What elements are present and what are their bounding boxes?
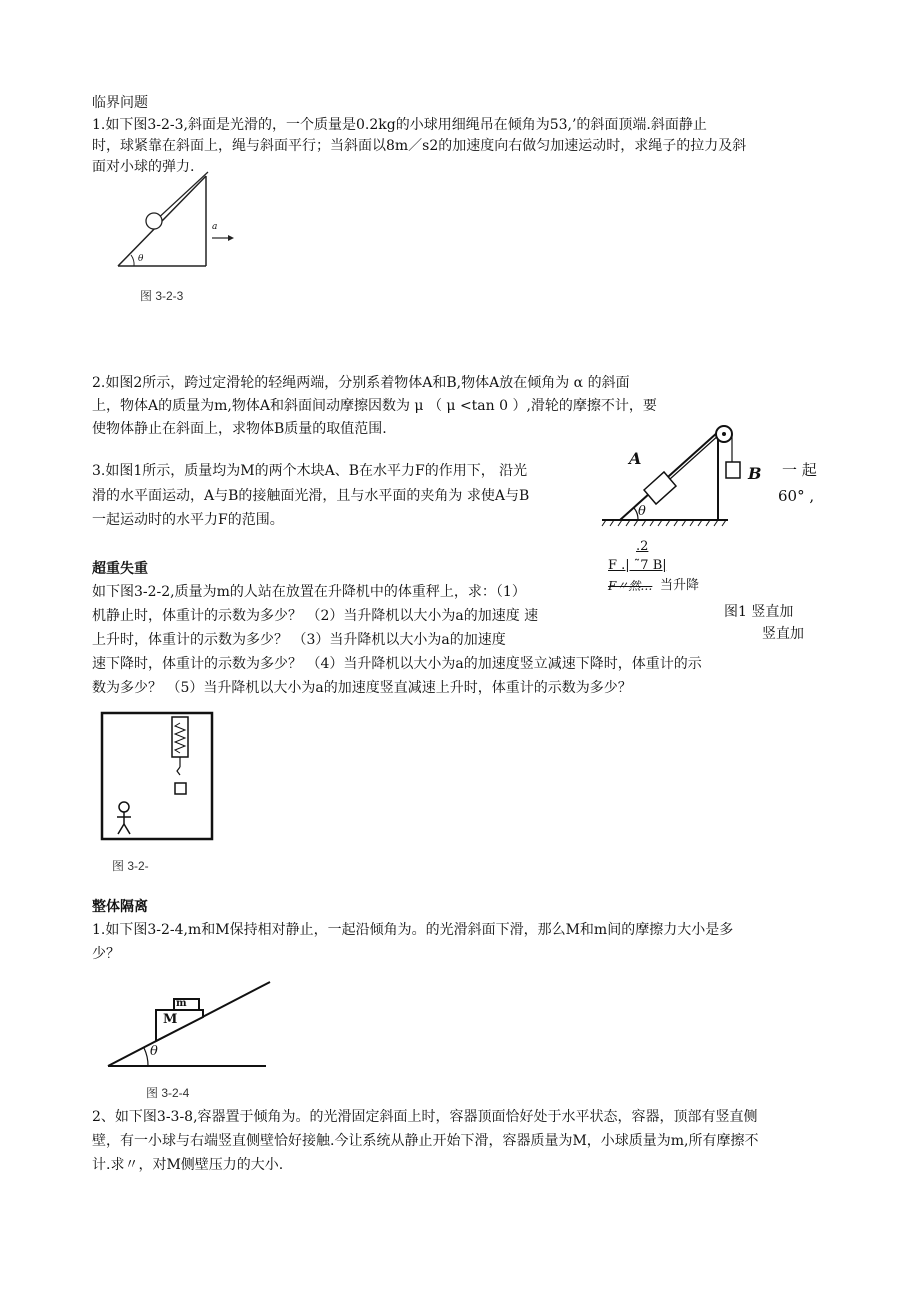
figure-caption-3-2-2: 图 3-2- bbox=[112, 859, 149, 873]
garbled-fragment-1: .2 bbox=[636, 539, 649, 554]
garbled-fragment-2: F .| ˜7 B| bbox=[608, 558, 667, 573]
q1-angle-label: θ bbox=[138, 254, 144, 264]
figure-pulley-incline bbox=[600, 420, 800, 530]
block-b bbox=[726, 462, 740, 478]
s2-line-2: 机静止时，体重计的示数为多少？ （2）当升降机以大小为a的加速度 速 bbox=[92, 608, 539, 624]
s3-q1-line-1: 1.如下图3-2-4,m和M保持相对静止，一起沿倾角为。的光滑斜面下滑，那么M和m间的摩擦力大小是多 bbox=[92, 922, 734, 938]
garbled-fragment-3: F〃然… bbox=[608, 579, 653, 593]
label-b: B bbox=[748, 464, 762, 483]
hanging-weight bbox=[175, 783, 186, 794]
s3-q2-line-1: 2、如下图3-3-8,容器置于倾角为。的光滑固定斜面上时，容器顶面恰好处于水平状态，容器，顶部有竖直侧 bbox=[92, 1109, 758, 1125]
q2-line-3: 使物体静止在斜面上，求物体B质量的取值范围. bbox=[92, 421, 387, 437]
q1-accel-label: a bbox=[212, 222, 218, 232]
s2-line-5: 数为多少？ （5）当升降机以大小为a的加速度竖直减速上升时，体重计的示数为多少？ bbox=[92, 680, 632, 696]
block-a bbox=[644, 472, 676, 504]
s2-line-1: 如下图3-2-2,质量为m的人站在放置在升降机中的体重秤上，求：（1） bbox=[92, 584, 526, 600]
section-title-overweight: 超重失重 bbox=[92, 561, 148, 577]
side-fragment-60deg: 60° , bbox=[778, 487, 815, 505]
figure-caption-3-2-3: 图 3-2-3 bbox=[140, 289, 184, 303]
q1-line-1: 1.如下图3-2-3,斜面是光滑的，一个质量是0.2kg的小球用细绳吊在倾角为53,’的斜面顶端.斜面静止 bbox=[92, 117, 707, 133]
s2-line-3: 上升时，体重计的示数为多少？ （3）当升降机以大小为a的加速度 bbox=[92, 632, 506, 648]
fig1-caption-1: 图1 竖直加 bbox=[724, 604, 794, 620]
s3-q1-line-2: 少？ bbox=[92, 946, 120, 962]
label-big-m: M bbox=[163, 1012, 178, 1027]
section-title-whole-isolate: 整体隔离 bbox=[92, 899, 148, 915]
q3-line-1: 3.如图1所示，质量均为M的两个木块A、B在水平力F的作用下， 沿光 bbox=[92, 463, 528, 479]
s2-line-4: 速下降时，体重计的示数为多少？ （4）当升降机以大小为a的加速度竖立减速下降时，体重计的示 bbox=[92, 656, 702, 672]
q1-line-3: 面对小球的弹力. bbox=[92, 159, 195, 175]
figure-caption-3-2-4: 图 3-2-4 bbox=[146, 1086, 190, 1100]
figure-3-2-3 bbox=[112, 172, 252, 272]
label-theta-fig324: θ bbox=[150, 1044, 158, 1059]
label-a: A bbox=[629, 449, 642, 468]
garbled-fragment-4: 当升降 bbox=[660, 578, 700, 593]
q2-line-1: 2.如图2所示，跨过定滑轮的轻绳两端，分别系着物体A和B,物体A放在倾角为 α 的斜面 bbox=[92, 375, 630, 391]
side-fragment-together: 一 起 bbox=[782, 461, 817, 479]
figure-3-2-2 bbox=[100, 711, 215, 843]
section-title-critical: 临界问题 bbox=[92, 95, 148, 111]
fig1-caption-2: 竖直加 bbox=[762, 626, 804, 642]
s3-q2-line-2: 壁，有一小球与右端竖直侧壁恰好接触.今让系统从静止开始下滑，容器质量为M，小球质量为m,所有摩擦不 bbox=[92, 1133, 759, 1149]
q3-line-3: 一起运动时的水平力F的范围。 bbox=[92, 512, 284, 528]
label-theta-fig2: θ bbox=[638, 504, 646, 519]
q3-line-2: 滑的水平面运动，A与B的接触面光滑，且与水平面的夹角为 求使A与B bbox=[92, 488, 530, 504]
ball-icon bbox=[146, 213, 162, 229]
label-small-m: m bbox=[176, 998, 187, 1009]
arrow-right-icon bbox=[228, 235, 234, 241]
q1-line-2: 时，球紧靠在斜面上，绳与斜面平行；当斜面以8m／s2的加速度向右做匀加速运动时，求绳子的拉力及斜 bbox=[92, 138, 747, 154]
s3-q2-line-3: 计.求〃，对M侧壁压力的大小. bbox=[92, 1157, 284, 1173]
q2-line-2: 上，物体A的质量为m,物体A和斜面间动摩擦因数为 μ （ μ <tan 0 ）,滑轮的摩擦不计，要 bbox=[92, 398, 657, 414]
figure-3-2-4 bbox=[104, 982, 274, 1072]
